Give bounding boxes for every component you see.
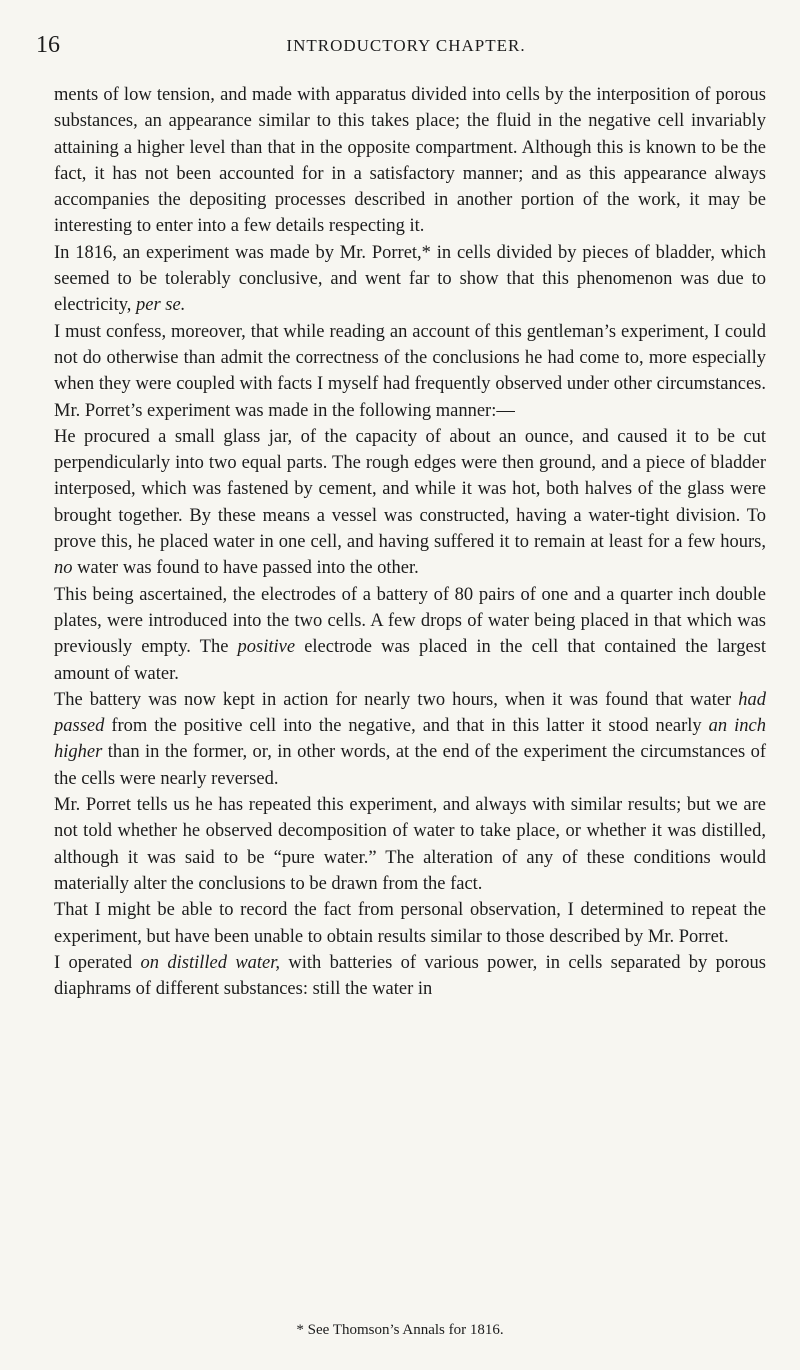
paragraph xyxy=(54,424,766,582)
text-run: electrode was placed in the cell that contained the largest amount of water. xyxy=(54,637,766,684)
italic-text: had passed xyxy=(54,689,766,737)
footnote: * See Thomson’s Annals for 1816. xyxy=(296,1322,504,1338)
paragraph xyxy=(54,240,766,319)
paragraph xyxy=(54,319,766,424)
italic-text: no xyxy=(54,558,73,579)
page-header xyxy=(36,32,776,60)
paragraph xyxy=(54,582,766,687)
text-run: I must confess, moreover, that while reading an account of this gentleman’s experiment, I could not do otherwise than admit the correctness of the conclusions he had come to, more especially when they were coupled with facts I myself had frequently observed under other circumstances. Mr. Porret’s experiment was made in the following manner:— xyxy=(54,321,766,421)
italic-text: on distilled water, xyxy=(140,952,281,973)
paragraph xyxy=(54,950,766,1003)
paragraph xyxy=(54,82,766,240)
text-run: In 1816, an experiment was made by Mr. Porret,* in cells divided by pieces of bladder, which seemed to be tolerably conclusive, and went far to show that this phenomenon was due to electricity, xyxy=(54,242,766,316)
text-run: That I might be able to record the fact from personal observation, I determined to repeat the experiment, but have been unable to obtain results similar to those described by Mr. Porret. xyxy=(54,900,766,947)
text-run: This being ascertained, the electrodes of a battery of 80 pairs of one and a quarter inch double plates, were introduced into the two cells. A few drops of water being placed in that which was previously empty. The xyxy=(54,584,766,658)
text-run: Mr. Porret tells us he has repeated this experiment, and always with similar results; but we are not told whether he observed decomposition of water to take place, or whether it was distilled, although it was said to be “pure water.” The alteration of any of these conditions would materially alter the conclusions to be drawn from the fact. xyxy=(54,795,766,894)
text-run: I operated xyxy=(54,952,141,973)
italic-text: per se. xyxy=(136,295,186,316)
page-number: 16 xyxy=(36,32,60,58)
body-text xyxy=(54,82,766,1002)
text-run: ments of low tension, and made with apparatus divided into cells by the interposition of porous substances, an appearance similar to this takes place; the fluid in the negative cell invariably attaining a higher level than that in the opposite compartment. Although this is known to be the fact, it has not been accounted for in a satisfactory manner; and as this appearance always accompanies the depositing processes described in another portion of the work, it may be interesting to enter into a few details respecting it. xyxy=(54,85,766,237)
text-run: from the positive cell into the negative, and that in this latter it stood nearly xyxy=(104,716,709,737)
italic-text: positive xyxy=(237,637,296,658)
running-title: INTRODUCTORY CHAPTER. xyxy=(286,36,526,55)
text-run: The battery was now kept in action for nearly two hours, when it was found that water xyxy=(54,689,739,710)
paragraph xyxy=(54,897,766,950)
text-run: water was found to have passed into the other. xyxy=(72,558,419,579)
italic-text: an inch higher xyxy=(54,716,766,763)
paragraph xyxy=(54,792,766,897)
text-run: than in the former, or, in other words, at the end of the experiment the circumstances of the cells were nearly reversed. xyxy=(54,742,766,789)
text-run: with batteries of various power, in cells separated by porous diaphrams of different substances: still the water in xyxy=(54,952,766,1000)
text-run: He procured a small glass jar, of the capacity of about an ounce, and caused it to be cut perpendicularly into two equal parts. The rough edges were then ground, and a piece of bladder interposed, which was fastened by cement, and while it was hot, both halves of the glass were brought together. By these means a vessel was constructed, having a water-tight division. To prove this, he placed water in one cell, and having suffered it to remain at least for a few hours, xyxy=(54,426,766,553)
paragraph xyxy=(54,687,766,792)
